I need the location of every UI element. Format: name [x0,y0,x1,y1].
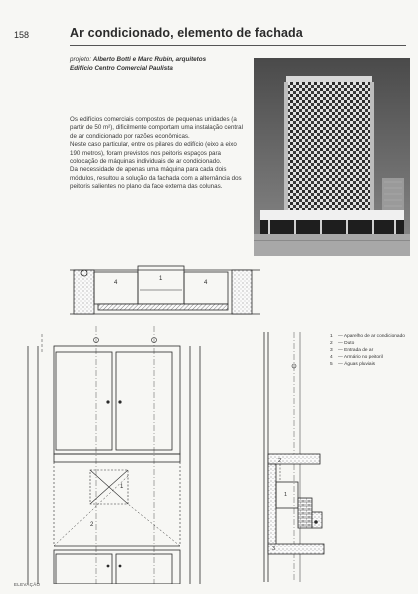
section-label-middle: 1 [284,492,288,498]
body-paragraph-1: Os edifícios comerciais compostos de pequenas unidades (a partir de 50 m²), dificilmente comportam uma instalação central de ar condicionado por razões econômicas. [70,116,243,140]
body-paragraph-3: Da necessidade de apenas uma máquina para cada dois módulos, resultou a solução da fachada com a alternância dos peitoris salientes no plano da face externa das colunas. [70,166,242,191]
legend-item [330,333,405,340]
building-photo [254,58,410,256]
credits-prefix: projeto: [70,56,93,63]
legend-item [330,354,405,361]
body-text [70,116,246,192]
legend-num: 5 [330,362,333,367]
legend-text: — Entrada de ar [338,348,374,353]
legend-text: — Aparelho de ar condicionado [338,334,405,339]
legend-num: 1 [330,334,333,339]
legend-text: — Águas pluviais [338,362,376,367]
section-label-bottom: 3 [272,546,276,552]
elevation-label-space: 2 [90,522,94,528]
elevation-caption: ELEVAÇÃO [14,582,41,587]
credits-building: Edifício Centro Comercial Paulista [70,64,173,72]
legend-num: 2 [330,341,333,346]
elevation-label-machine: 1 [120,484,124,490]
credits-architects: Alberto Botti e Marc Rubin, arquitetos [92,56,207,63]
section-drawing [258,332,328,582]
plan-label-left: 4 [114,280,118,286]
legend-num: 3 [330,348,333,353]
plan-label-right: 4 [204,280,208,286]
building-photo-icon [254,58,410,256]
legend-item [330,361,405,368]
legend-text: — Armário no peitoril [338,355,383,360]
legend-item [330,340,405,347]
section-label-top: 2 [278,458,282,464]
title-rule [70,45,406,46]
plan-drawing [70,262,260,322]
legend-text: — Duto [338,341,355,346]
legend-num: 4 [330,355,333,360]
legend [330,333,405,368]
plan-label-center: 1 [159,276,163,282]
project-credits [70,56,206,73]
page-title: Ar condicionado, elemento de fachada [70,26,303,40]
body-paragraph-2: Neste caso particular, entre os pilares do edifício (eixo a eixo 190 metros), foram previstos nos peitoris espaços para colocação de máquinas individuais de ar condicionado. [70,141,237,166]
legend-item [330,347,405,354]
page-number: 158 [14,30,30,40]
elevation-drawing [12,326,224,584]
